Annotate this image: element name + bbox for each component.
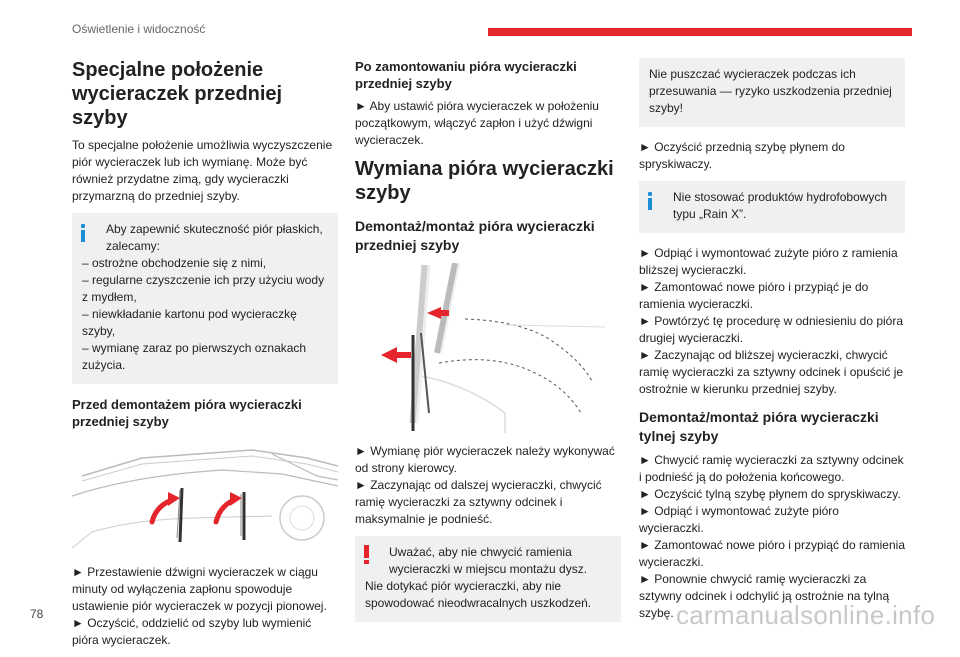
subheading-before-removal: Przed demontażem pióra wycieraczki przedniej szyby	[72, 397, 302, 429]
watermark: carmanualsonline.info	[676, 600, 936, 630]
heading-front-blade: Demontaż/montaż pióra wycieraczki przedniej szyby	[355, 218, 595, 253]
warning-body: Nie dotykać piór wycieraczki, aby nie spowodować nieodwracalnych uszkodzeń.	[365, 579, 592, 610]
info-box-item: – niewkładanie kartonu pod wycieraczkę szyby,	[82, 307, 297, 338]
info-box-item: – regularne czyszczenie ich przy użyciu wody z mydłem,	[82, 273, 325, 304]
note-box-do-not-release	[639, 58, 905, 127]
warning-lead: Uważać, aby nie chwycić ramienia wycieraczki w miejscu montażu dysz.	[389, 545, 588, 576]
info-box-lead: Aby zapewnić skuteczność piór płaskich, zalecamy:	[106, 222, 323, 253]
info-box-hydrophobic	[639, 181, 905, 233]
front-blade-steps: ► Wymianę piór wycieraczek należy wykonywać od strony kierowcy. ► Zaczynając od dalszej wycieraczki, chwycić ramię wycieraczki za sztywny odcinek i maksymalnie je podnieść.	[355, 444, 615, 526]
info-box-item: – ostrożne obchodzenie się z nimi,	[82, 256, 267, 270]
column-middle	[355, 58, 621, 634]
note-text: Nie puszczać wycieraczek podczas ich przesuwania — ryzyko uszkodzenia przedniej szyby!	[649, 67, 892, 115]
replacement-steps: ► Odpiąć i wymontować zużyte pióro z ramienia bliższej wycieraczki. ► Zamontować nowe pióro i przypiąć je do ramienia wycieraczki. ► Powtórzyć tę procedurę w odniesieniu do pióra drugiej wycieraczki. ► Zaczynając od bliższej wycieraczki, chwycić ramię wycieraczki za sztywny odcinek i opuścić je ostrożnie w kierunku przedniej szyby.	[639, 246, 904, 396]
rear-blade-steps: ► Chwycić ramię wycieraczki za sztywny odcinek i podnieść ją do położenia końcowego. ► Oczyścić tylną szybę płynem do spryskiwaczy. ► Odpiąć i wymontować zużyte pióro wycieraczki. ► Zamontować nowe pióro i przypiąć do ramienia wycieraczki. ► Ponownie chwycić ramię wycieraczki za sztywny odcinek i odchylić ją ostrożnie na tylną szybę.	[639, 453, 905, 620]
section-title-replacement: Wymiana pióra wycieraczki szyby	[355, 158, 614, 204]
warning-box-nozzles	[355, 536, 621, 622]
info-icon	[81, 224, 85, 242]
info-box-flat-blades	[72, 213, 338, 384]
column-right	[639, 58, 905, 630]
heading-rear-blade: Demontaż/montaż pióra wycieraczki tylnej szyby	[639, 409, 879, 444]
clean-windshield-step: ► Oczyścić przednią szybę płynem do spryskiwaczy.	[639, 140, 845, 171]
column-left	[72, 58, 338, 657]
illustration-car-wipers-vertical	[72, 436, 338, 554]
subheading-after-install: Po zamontowaniu pióra wycieraczki przedniej szyby	[355, 59, 577, 91]
running-header: Oświetlenie i widoczność	[72, 22, 206, 36]
header-accent-bar	[488, 28, 912, 36]
before-removal-steps: ► Przestawienie dźwigni wycieraczek w ciągu minuty od wyłączenia zapłonu spowoduje ustawienie piór wycieraczek w pozycji pionowej. ► Oczyścić, oddzielić od szyby lub wymienić pióra wycieraczek.	[72, 565, 327, 647]
page-number: 78	[30, 607, 44, 621]
info-box-item: – wymianę zaraz po pierwszych oznakach zużycia.	[82, 341, 307, 372]
illustration-wiper-lifted	[355, 263, 621, 433]
intro-paragraph: To specjalne położenie umożliwia wyczyszczenie piór wycieraczek lub ich wymianę. Może być również przydatne zimą, gdy wycieraczki przymarzną do przedniej szyby.	[72, 138, 333, 203]
section-title-special-position: Specjalne położenie wycieraczek przedniej szyby	[72, 59, 283, 129]
after-install-step: ► Aby ustawić pióra wycieraczek w położeniu początkowym, włączyć zapłon i użyć dźwigni wycieraczek.	[355, 99, 599, 147]
info-icon	[648, 192, 652, 210]
warning-icon	[364, 545, 369, 565]
info-box-text: Nie stosować produktów hydrofobowych typu „Rain X”.	[673, 190, 888, 221]
